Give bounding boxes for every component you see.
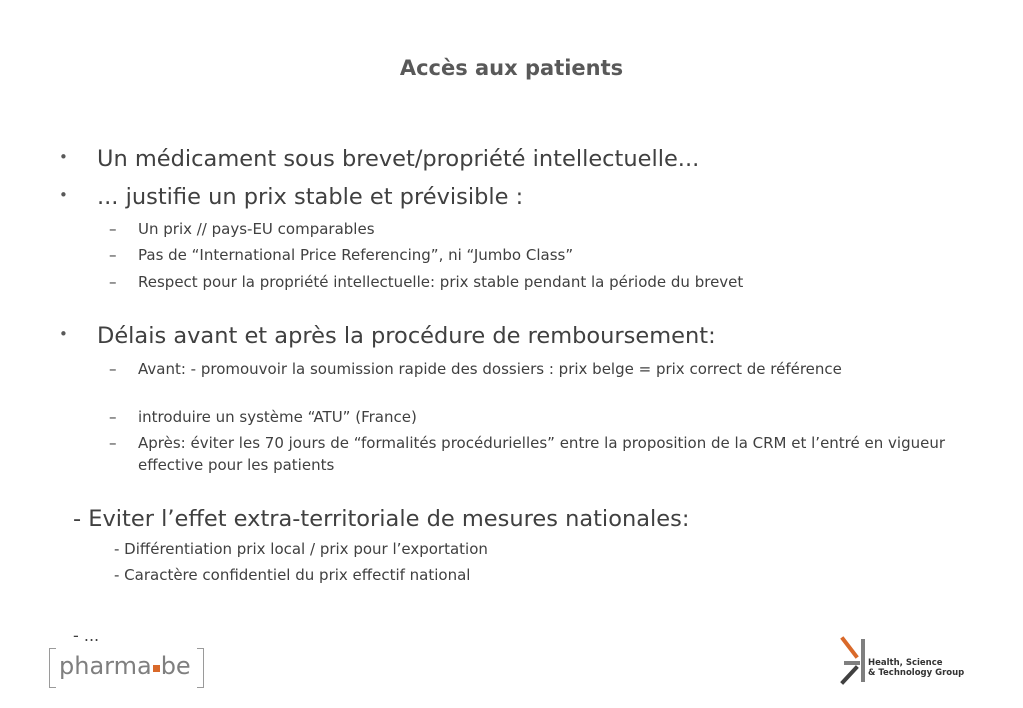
sub-bullet-item	[109, 406, 417, 428]
bullet-text: Délais avant et après la procédure de remboursement:	[97, 323, 716, 349]
sub-bullet-item	[109, 432, 978, 476]
sub-bullet-text: introduire un système “ATU” (France)	[138, 408, 417, 426]
section-item: - Différentiation prix local / prix pour l’exportation	[114, 540, 488, 558]
logo-wordmark	[59, 652, 191, 680]
hst-mark-icon	[836, 636, 868, 686]
logo-text-pharma: pharma	[59, 652, 152, 680]
sub-bullet-item	[109, 218, 375, 240]
hst-logo-line2: & Technology Group	[868, 668, 965, 678]
section-item: - Caractère confidentiel du prix effectif national	[114, 566, 471, 584]
sub-bullet-item	[109, 271, 744, 293]
logo-text-be: be	[160, 652, 191, 680]
bullet-marker: •	[59, 325, 68, 343]
sub-bullet-text: Respect pour la propriété intellectuelle: prix stable pendant la période du brevet	[138, 273, 744, 291]
logo-bracket-right	[197, 648, 204, 688]
sub-bullet-text: Pas de “International Price Referencing”, ni “Jumbo Class”	[138, 246, 574, 264]
bullet-item	[59, 323, 716, 349]
dash-marker: –	[109, 220, 117, 238]
hst-logo-text	[868, 658, 964, 678]
bullet-marker: •	[59, 148, 68, 166]
sub-bullet-item	[109, 244, 574, 266]
dash-marker: –	[109, 434, 117, 452]
dash-marker: –	[109, 360, 117, 378]
dash-marker: –	[109, 246, 117, 264]
hst-group-logo	[836, 636, 976, 686]
pharma-be-logo	[49, 648, 204, 688]
sub-bullet-item	[109, 358, 938, 380]
section-heading: - Eviter l’effet extra-territoriale de mesures nationales:	[73, 506, 690, 532]
ellipsis-text: - ...	[73, 626, 100, 645]
logo-dot	[153, 665, 160, 672]
sub-bullet-text: Après: éviter les 70 jours de “formalités procédurielles” entre la proposition de la CRM et l’entré en vigueur effective pour les patients	[138, 434, 945, 474]
dash-marker: –	[109, 273, 117, 291]
bullet-marker: •	[59, 186, 68, 204]
bullet-text: Un médicament sous brevet/propriété intellectuelle...	[97, 146, 700, 172]
slide-title: Accès aux patients	[399, 56, 624, 80]
sub-bullet-text: Avant: - promouvoir la soumission rapide des dossiers : prix belge = prix correct de référence	[138, 360, 842, 378]
bullet-item	[59, 184, 524, 210]
dash-marker: –	[109, 408, 117, 426]
bullet-text: ... justifie un prix stable et prévisible :	[97, 184, 524, 210]
hst-logo-line1: Health, Science	[868, 658, 943, 668]
bullet-item	[59, 146, 700, 172]
sub-bullet-text: Un prix // pays-EU comparables	[138, 220, 375, 238]
logo-bracket-left	[49, 648, 56, 688]
